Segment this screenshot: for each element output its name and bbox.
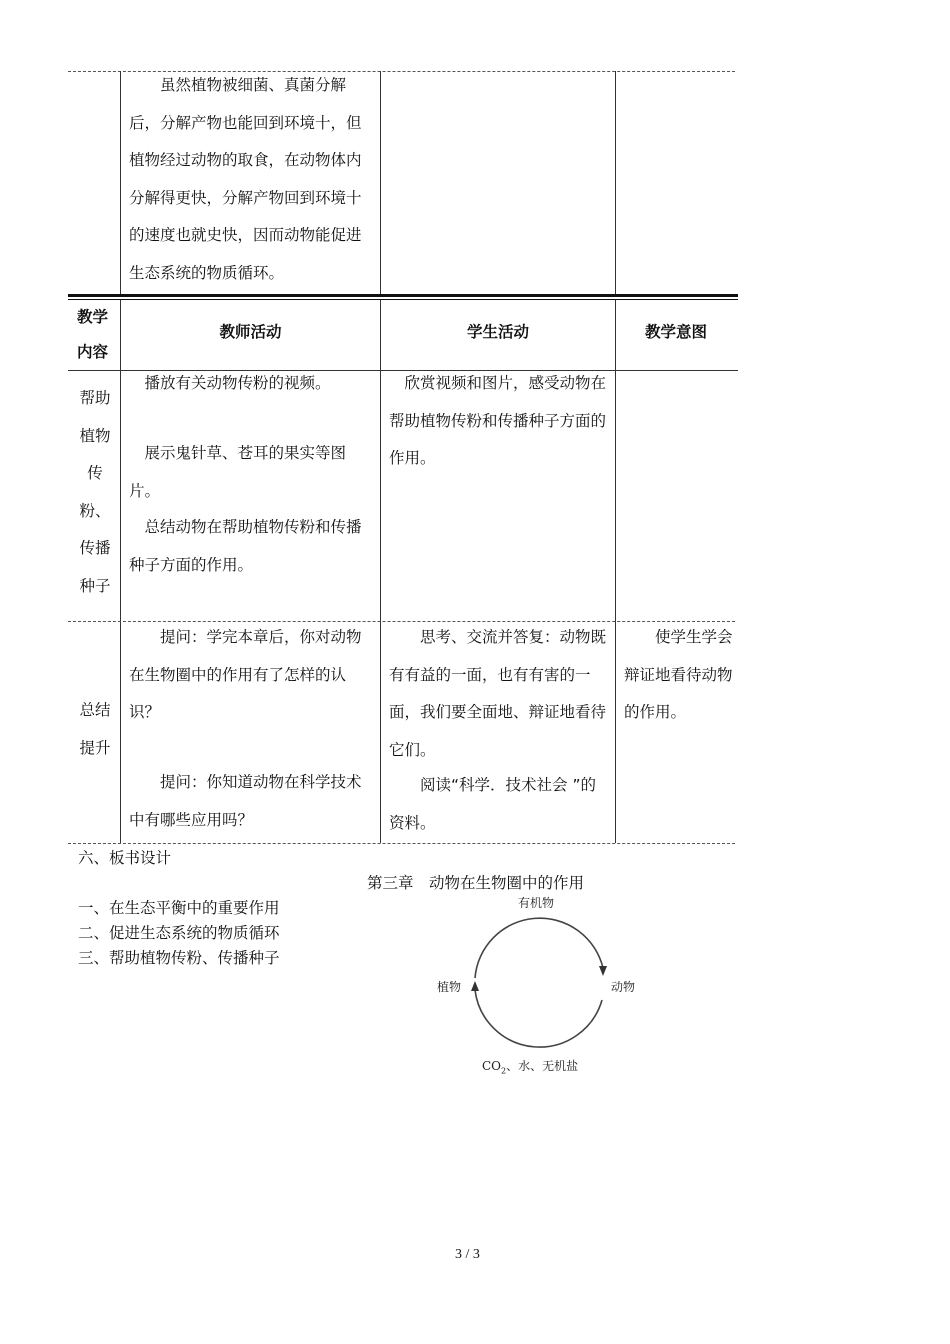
cycle-arc-top-right: [475, 918, 603, 978]
col-divider-2b: [380, 300, 381, 843]
top-row-teacher-text: 虽然植物被细菌、真菌分解后，分解产物也能回到环境十，但植物经过动物的取食，在动物体内分解得更快，分解产物回到环境十的速度也就史快，因而动物能促进生态系统的物质循环。: [129, 76, 362, 282]
row2-teacher-p2: 提问：你知道动物在科学技术中有哪些应用吗？: [129, 773, 362, 829]
row2-student-p2: 阅读“科学．技术社会 ”的资料。: [389, 776, 596, 832]
diagram-label-animal: 动物: [611, 980, 636, 994]
row1-teacher-p3: 总结动物在帮助植物传粉和传播种子方面的作用。: [129, 518, 362, 574]
section-double-rule: [68, 294, 738, 297]
row2-student-p1: 思考、交流并答复：动物既有有益的一面，也有有害的一面，我们要全面地、辩证地看待它们。: [389, 628, 607, 759]
row2-content: 总结提升: [79, 701, 111, 757]
row1-teacher-p1: 播放有关动物传粉的视频。: [129, 374, 331, 392]
col-divider-1b: [120, 300, 121, 843]
board-item-3: 三、帮助植物传粉、传播种子: [78, 949, 280, 967]
header-purpose: 教学意图: [644, 323, 707, 341]
section-double-rule-2: [68, 299, 738, 300]
board-item-2: 二、促进生态系统的物质循环: [78, 924, 280, 942]
row2-purpose: 使学生学会辩证地看待动物的作用。: [624, 628, 733, 721]
diagram-label-organic: 有机物: [518, 896, 555, 910]
row1-teacher-p2: 展示鬼针草、苍耳的果实等图片。: [129, 444, 347, 500]
table-bottom-dashed-line: [68, 843, 735, 844]
col-divider-2: [380, 71, 381, 295]
diagram-label-inorganic: $CO_2$、水、无机盐: [482, 1059, 579, 1076]
board-item-1: 一、在生态平衡中的重要作用: [78, 899, 280, 917]
arrow-to-plant: [471, 981, 479, 991]
col-divider-3b: [615, 300, 616, 843]
arrow-to-animal: [599, 966, 607, 976]
header-teacher: 教师活动: [219, 323, 282, 341]
cycle-arc-bottom-left: [475, 990, 602, 1047]
col-divider-1: [120, 71, 121, 295]
page-number: 3 / 3: [455, 1247, 480, 1262]
diagram-label-plant: 植物: [437, 980, 462, 994]
row1-content: 帮助植物传粉、传播种子: [79, 389, 111, 595]
row2-teacher-p1: 提问：学完本章后，你对动物在生物圈中的作用有了怎样的认识？: [129, 628, 362, 721]
header-student: 学生活动: [466, 323, 529, 341]
col-divider-3: [615, 71, 616, 295]
row1-student: 欣赏视频和图片，感受动物在帮助植物传粉和传播种子方面的作用。: [389, 374, 607, 467]
header-content: 教学内容: [77, 308, 109, 361]
board-heading: 六、板书设计: [78, 849, 172, 867]
board-title: 第三章 动物在生物圈中的作用: [367, 874, 585, 892]
